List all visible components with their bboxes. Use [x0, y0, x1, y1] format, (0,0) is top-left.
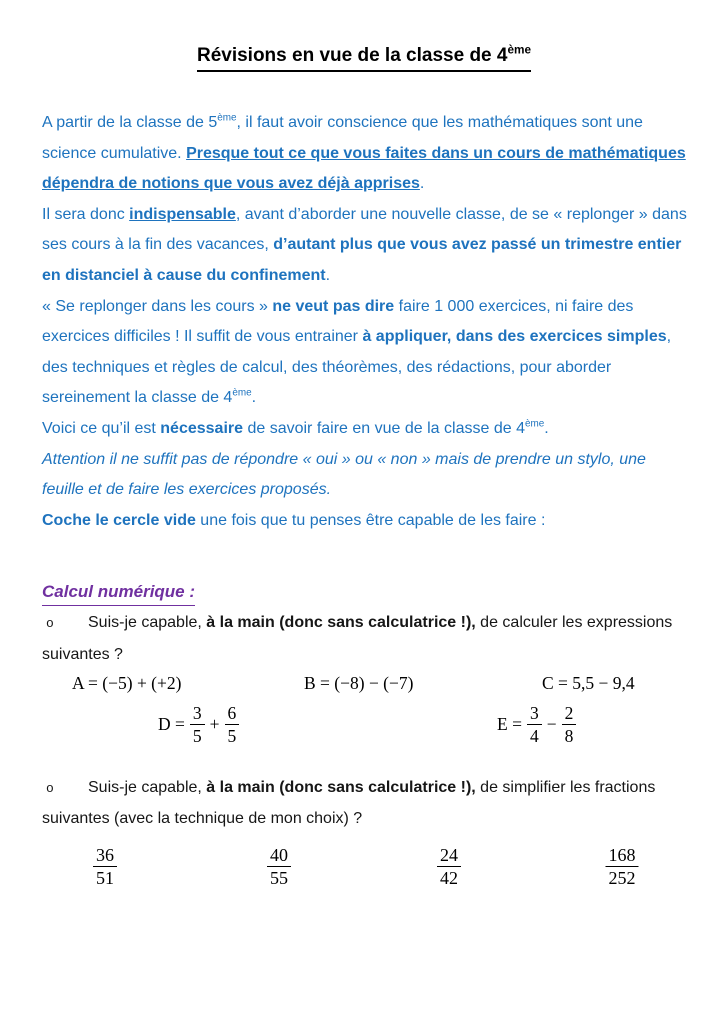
- equation-row-de: [42, 703, 686, 755]
- document-title-text: Révisions en vue de la classe de 4ème: [197, 44, 531, 72]
- bullet-text: Suis-je capable, à la main (donc sans calculatrice !), de calculer les expressions suivantes ?: [42, 614, 673, 663]
- equation-d: [158, 703, 239, 746]
- fraction: [527, 703, 542, 746]
- fraction-denominator: 42: [437, 866, 461, 888]
- section-heading-calcul-numerique: [42, 580, 686, 606]
- bullet-marker: o: [46, 780, 54, 796]
- fraction-denominator: 8: [562, 724, 577, 746]
- bullet-text: Suis-je capable, à la main (donc sans calculatrice !), de simplifier les fractions suivantes (avec la technique de mon choix) ?: [42, 778, 656, 828]
- simplify-fractions-row: [42, 845, 686, 893]
- intro-paragraph: A partir de la classe de 5ème, il faut avoir conscience que les mathématiques sont une science cumulative. Presque tout ce que vous faites dans un cours de mathématiques dépendra de notions que vous avez déjà apprises.: [42, 112, 686, 193]
- fraction-numerator: 2: [564, 702, 574, 723]
- fraction-denominator: 5: [190, 724, 205, 746]
- equation-e-lead: E =: [497, 713, 522, 734]
- equation-e-operator: −: [546, 713, 557, 734]
- intro-paragraph: Attention il ne suffit pas de répondre « oui » ou « non » mais de prendre un stylo, une feuille et de faire les exercices proposés.: [42, 450, 646, 499]
- intro-paragraph: Il sera donc indispensable, avant d’aborder une nouvelle classe, de se « replonger » dans ses cours à la fin des vacances, d’autant plus que vous avez passé un trimestre entier en distanciel à cause du confinement.: [42, 205, 687, 284]
- fraction-denominator: 5: [225, 724, 240, 746]
- simplify-fraction-2: [267, 845, 291, 888]
- fraction-numerator: 24: [440, 844, 458, 865]
- equation-row-abc: [42, 673, 686, 699]
- intro-paragraph: Voici ce qu’il est nécessaire de savoir faire en vue de la classe de 4ème.: [42, 418, 549, 437]
- fraction-denominator: 51: [93, 866, 117, 888]
- equation-d-lead: D =: [158, 713, 185, 734]
- fraction-numerator: 3: [529, 702, 539, 723]
- fraction: [190, 703, 205, 746]
- simplify-fraction-1: [93, 845, 117, 888]
- intro-paragraph: « Se replonger dans les cours » ne veut pas dire faire 1 000 exercices, ni faire des exercices difficiles ! Il suffit de vous entrainer à appliquer, dans des exercices simples, des techniques et règles de calcul, des théorèmes, des rédactions, pour aborder sereinement la classe de 4ème.: [42, 297, 672, 407]
- fraction-numerator: 3: [192, 702, 202, 723]
- fraction-numerator: 40: [270, 844, 288, 865]
- fraction-denominator: 55: [267, 866, 291, 888]
- equation-e: [497, 703, 576, 746]
- bullet-item-simplifier: [42, 773, 688, 835]
- fraction-denominator: 4: [527, 724, 542, 746]
- intro-paragraph: Coche le cercle vide une fois que tu penses être capable de les faire :: [42, 511, 546, 529]
- simplify-fraction-3: [437, 845, 461, 888]
- equation-a: A = (−5) + (+2): [72, 672, 182, 693]
- bullet-marker: o: [46, 616, 54, 632]
- equation-b: B = (−8) − (−7): [304, 672, 414, 693]
- simplify-fraction-4: [606, 845, 639, 888]
- fraction-numerator: 6: [227, 702, 237, 723]
- document-title: [42, 44, 686, 72]
- equation-c: C = 5,5 − 9,4: [542, 672, 635, 693]
- fraction: [562, 703, 577, 746]
- fraction: [225, 703, 240, 746]
- fraction-numerator: 36: [96, 844, 114, 865]
- bullet-item-calculer: [42, 608, 688, 670]
- intro-text: [42, 108, 688, 536]
- fraction-denominator: 252: [606, 866, 639, 888]
- fraction-numerator: 168: [608, 844, 636, 865]
- section-heading-text: Calcul numérique :: [42, 580, 195, 606]
- equation-d-operator: +: [209, 713, 220, 734]
